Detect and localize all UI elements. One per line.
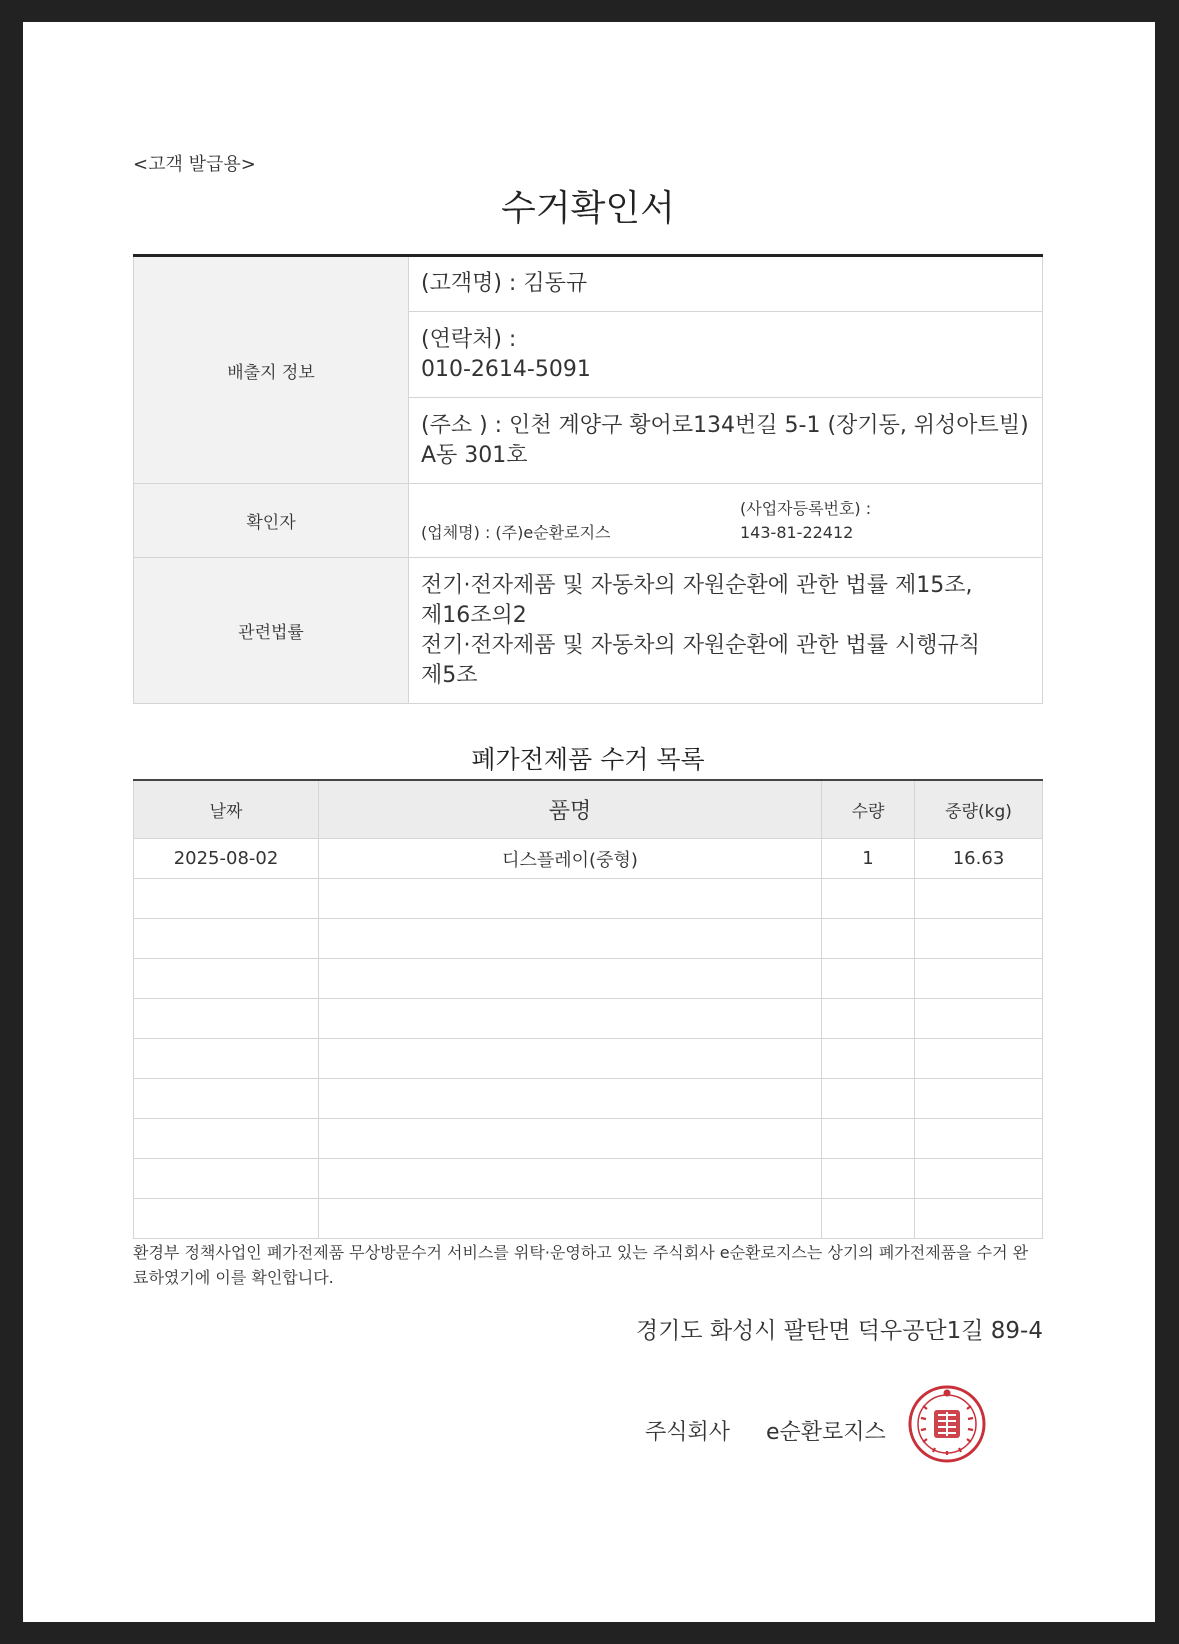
confirmation-note: 환경부 정책사업인 폐가전제품 무상방문수거 서비스를 위탁·운영하고 있는 주식회사 e순환로지스는 상기의 폐가전제품을 수거 완료하였기에 이를 확인합니다. [133, 1243, 1029, 1287]
row-qty: 1 [822, 839, 915, 879]
company-prefix: 주식회사 [645, 1420, 731, 1445]
law-label: 관련법률 [134, 558, 409, 704]
customer-name: (고객명) : 김동규 [409, 256, 1043, 312]
registration-field [740, 497, 1030, 545]
items-header-row [134, 780, 1043, 839]
row-weight: 16.63 [915, 839, 1043, 879]
copy-label: <고객 발급용> [133, 154, 256, 175]
contact-cell [409, 312, 1043, 398]
company-address: 경기도 화성시 팔탄면 덕우공단1길 89-4 [635, 1318, 1043, 1344]
list-title: 폐가전제품 수거 목록 [471, 745, 705, 774]
info-table [133, 254, 1043, 704]
law-cell [409, 558, 1043, 704]
items-table [133, 779, 1043, 1239]
empty-row [134, 879, 1043, 919]
document-page [23, 22, 1155, 1622]
confirmer-label: 확인자 [134, 484, 409, 558]
empty-row [134, 1039, 1043, 1079]
info-row-confirmer [134, 484, 1043, 558]
empty-row [134, 1199, 1043, 1239]
empty-row [134, 959, 1043, 999]
empty-row [134, 1159, 1043, 1199]
header-item: 품명 [319, 780, 822, 839]
company-signature [645, 1415, 886, 1446]
registration-label: (사업자등록번호) : [740, 498, 872, 518]
address-value: (주소 ) : 인천 계양구 황어로134번길 5-1 (장기동, 위성아트빌) A동 301호 [409, 398, 1043, 484]
discharge-label: 배출지 정보 [134, 256, 409, 484]
law-text-2: 전기·전자제품 및 자동차의 자원순환에 관한 법률 시행규칙 제5조 [421, 632, 981, 688]
company-seal-icon [907, 1384, 987, 1464]
contact-label: (연락처) : [421, 326, 517, 352]
empty-row [134, 1079, 1043, 1119]
info-row-law [134, 558, 1043, 704]
company-name: e순환로지스 [766, 1420, 886, 1445]
row-item: 디스플레이(중형) [319, 839, 822, 879]
info-row-customer [134, 256, 1043, 312]
contact-value: 010-2614-5091 [421, 356, 591, 382]
confirmer-cell [409, 484, 1043, 558]
table-row [134, 839, 1043, 879]
header-qty: 수량 [822, 780, 915, 839]
row-date: 2025-08-02 [134, 839, 319, 879]
registration-value: 143-81-22412 [740, 522, 854, 542]
header-weight: 중량(kg) [915, 780, 1043, 839]
company-name-field: (업체명) : (주)e순환로지스 [421, 522, 611, 542]
header-date: 날짜 [134, 780, 319, 839]
empty-row [134, 1119, 1043, 1159]
document-title: 수거확인서 [501, 188, 675, 229]
empty-row [134, 919, 1043, 959]
empty-row [134, 999, 1043, 1039]
law-text-1: 전기·전자제품 및 자동차의 자원순환에 관한 법률 제15조, 제16조의2 [421, 572, 973, 628]
